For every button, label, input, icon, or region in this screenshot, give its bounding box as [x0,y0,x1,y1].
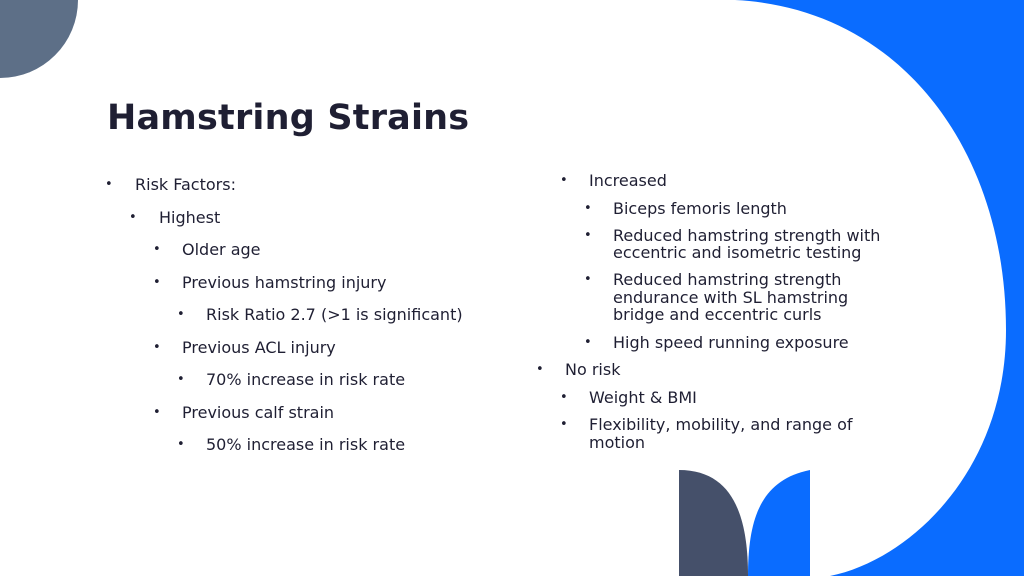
list-item-previous-acl-injury: Previous ACL injury [182,338,336,357]
list-item-previous-calf-strain: Previous calf strain [182,403,335,422]
list-item-reduced-endurance-line-3: bridge and eccentric curls [613,305,822,324]
bullet-dot: • [105,177,113,192]
bullet-dot: • [177,372,185,387]
list-item-increased: Increased [589,171,667,190]
list-item-older-age: Older age [182,240,261,259]
bullet-dot: • [560,390,568,405]
list-item-no-risk: No risk [565,360,621,379]
list-item-risk-factors: Risk Factors: [135,175,236,194]
list-item-reduced-endurance-line-1: Reduced hamstring strength [613,270,842,289]
bullet-dot: • [584,201,592,216]
bullet-dot: • [584,335,592,350]
slate-leaf-decoration [679,470,748,576]
bullet-dot: • [177,307,185,322]
corner-circle-decoration [0,0,78,78]
bullet-dot: • [153,275,161,290]
list-item-biceps-femoris-length: Biceps femoris length [613,199,787,218]
bullet-dot: • [560,173,568,188]
list-item-flexibility-line-2: motion [589,433,646,452]
list-item-reduced-endurance-line-2: endurance with SL hamstring [613,288,849,307]
blue-leaf-decoration [748,470,810,576]
list-item-high-speed-running: High speed running exposure [613,333,849,352]
bullet-dot: • [560,417,568,432]
list-item-reduced-strength-line-1: Reduced hamstring strength with [613,226,881,245]
bullet-dot: • [584,228,592,243]
bullet-dot: • [153,242,161,257]
list-item-acl-risk-increase: 70% increase in risk rate [206,370,406,389]
list-item-risk-ratio: Risk Ratio 2.7 (>1 is significant) [206,305,463,324]
bullet-dot: • [536,362,544,377]
bullet-dot: • [177,437,185,452]
bullet-dot: • [153,405,161,420]
slide-title: Hamstring Strains [107,98,470,138]
bullet-dot: • [584,272,592,287]
list-item-highest: Highest [159,208,221,227]
list-item-flexibility-line-1: Flexibility, mobility, and range of [589,415,853,434]
list-item-reduced-strength-line-2: eccentric and isometric testing [613,243,862,262]
list-item-previous-hamstring-injury: Previous hamstring injury [182,273,387,292]
bullet-dot: • [129,210,137,225]
bullet-dot: • [153,340,161,355]
list-item-calf-risk-increase: 50% increase in risk rate [206,435,406,454]
list-item-weight-bmi: Weight & BMI [589,388,697,407]
